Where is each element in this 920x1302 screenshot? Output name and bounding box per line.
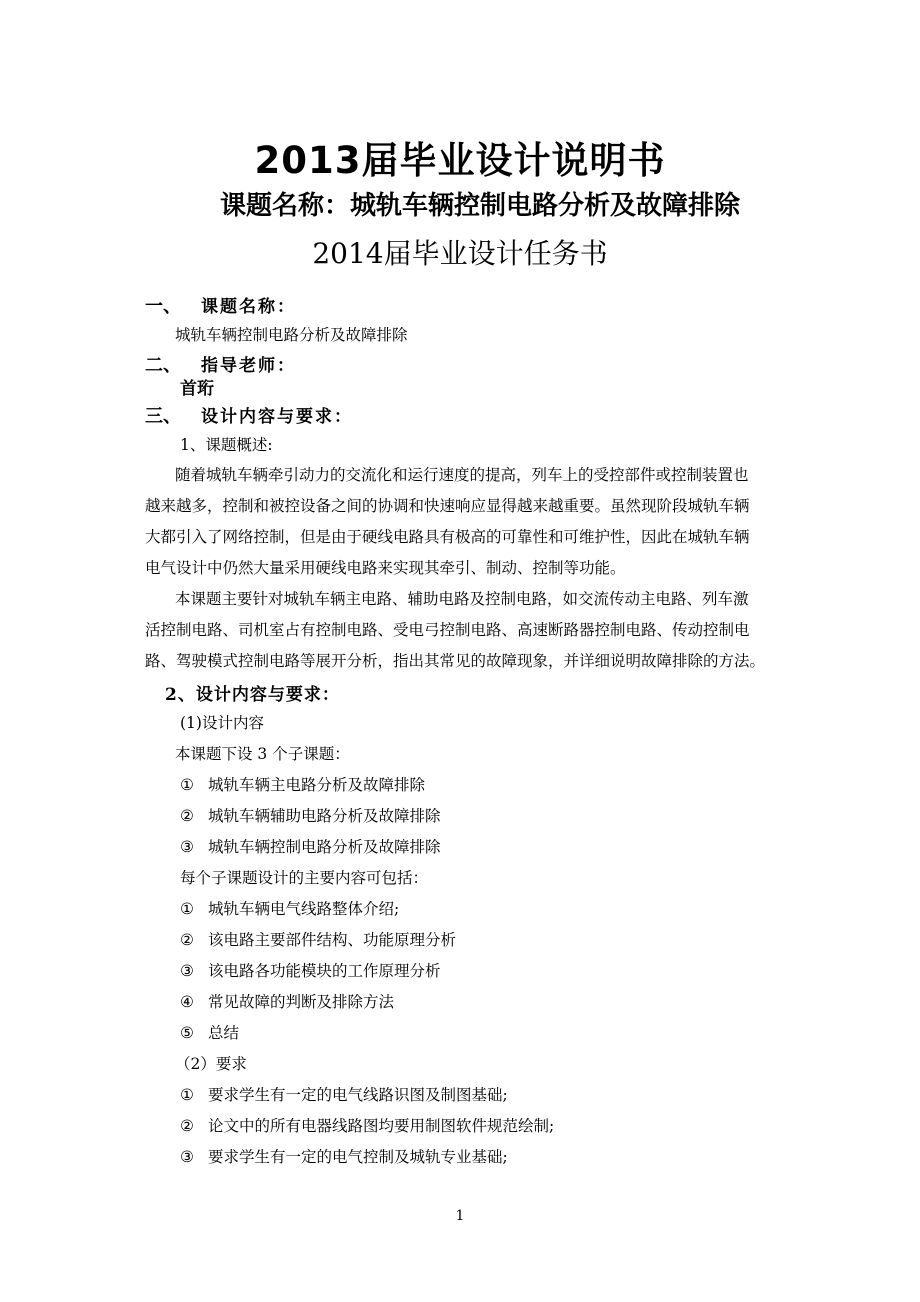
para-1-line-4: 电气设计中仍然大量采用硬线电路来实现其牵引、制动、控制等功能。 [145,559,626,577]
list-item-text: 城轨车辆电气线路整体介绍; [208,900,400,918]
task-book-title: 2014届毕业设计任务书 [312,237,608,270]
section-1-content: 城轨车辆控制电路分析及故障排除 [175,326,408,344]
list-marker: ② [180,807,194,825]
list-item-text: 常见故障的判断及排除方法 [208,993,395,1011]
subtopic-intro: 本课题下设 3 个子课题： [175,745,350,763]
list-item-text: 总结 [208,1024,240,1042]
requirement-item [180,1114,554,1136]
list-marker: ① [180,1086,194,1104]
list-marker: ① [180,776,194,794]
subtopic-item [180,835,441,857]
section-2-heading [145,351,296,377]
document-title: 2013届毕业设计说明书 [254,139,666,182]
section-3-label: 设计内容与要求： [201,407,353,427]
content-item [180,928,456,950]
section-1-heading [145,292,296,318]
para-2-line-1: 本课题主要针对城轨车辆主电路、辅助电路及控制电路，如交流传动主电路、列车激 [175,590,749,608]
content-item [180,959,441,981]
section-2-label: 指导老师： [201,356,296,376]
subtopic-item [180,773,425,795]
content-item [180,897,399,919]
list-marker: ④ [180,993,194,1011]
list-marker: ③ [180,962,194,980]
content-item [180,1021,239,1043]
overview-paragraph-2 [145,584,805,677]
advisor-name: 首珩 [180,379,214,399]
para-1-line-3: 大都引入了网络控制，但是由于硬线电路具有极高的可靠性和可维护性，因此在城轨车辆 [145,528,750,546]
para-2-line-2: 活控制电路、司机室占有控制电路、受电弓控制电路、高速断路器控制电路、传动控制电 [145,621,750,639]
overview-heading: 1、课题概述: [180,436,273,454]
para-2-line-3: 路、驾驶模式控制电路等展开分析，指出其常见的故障现象，并详细说明故障排除的方法。 [145,652,766,670]
section-2-number: 二、 [145,355,181,376]
para-1-line-1: 随着城轨车辆牵引动力的交流化和运行速度的提高，列车上的受控部件或控制装置也 [175,466,749,484]
list-item-text: 城轨车辆辅助电路分析及故障排除 [208,807,441,825]
list-item-text: 该电路主要部件结构、功能原理分析 [208,931,457,949]
list-item-text: 论文中的所有电器线路图均要用制图软件规范绘制; [208,1117,555,1135]
para-1-line-2: 越来越多，控制和被控设备之间的协调和快速响应显得越来越重要。虽然现阶段城轨车辆 [145,497,750,515]
section-1-number: 一、 [145,296,181,317]
subject-title: 课题名称：城轨车辆控制电路分析及故障排除 [219,191,740,221]
overview-paragraph-1 [145,460,785,584]
content-item [180,990,394,1012]
list-item-text: 城轨车辆控制电路分析及故障排除 [208,838,441,856]
requirement-item [180,1083,508,1105]
list-marker: ③ [180,1148,194,1166]
page-number: 1 [455,1208,465,1224]
list-marker: ② [180,1117,194,1135]
list-item-text: 城轨车辆主电路分析及故障排除 [208,776,426,794]
section-3-number: 三、 [145,406,181,427]
list-item-text: 要求学生有一定的电气线路识图及制图基础; [208,1086,508,1104]
section-3-heading [145,402,353,428]
design-content-heading: (1)设计内容 [180,714,264,732]
list-item-text: 该电路各功能模块的工作原理分析 [208,962,441,980]
list-marker: ② [180,931,194,949]
list-marker: ⑤ [180,1024,194,1042]
list-marker: ① [180,900,194,918]
requirements-heading: （2）要求 [175,1055,247,1073]
list-marker: ③ [180,838,194,856]
subtopic-item [180,804,441,826]
design-heading: 2、设计内容与要求： [165,685,340,705]
requirement-item [180,1145,508,1167]
main-content-intro: 每个子课题设计的主要内容可包括： [180,869,429,887]
section-1-label: 课题名称： [201,297,296,317]
list-item-text: 要求学生有一定的电气控制及城轨专业基础; [208,1148,508,1166]
